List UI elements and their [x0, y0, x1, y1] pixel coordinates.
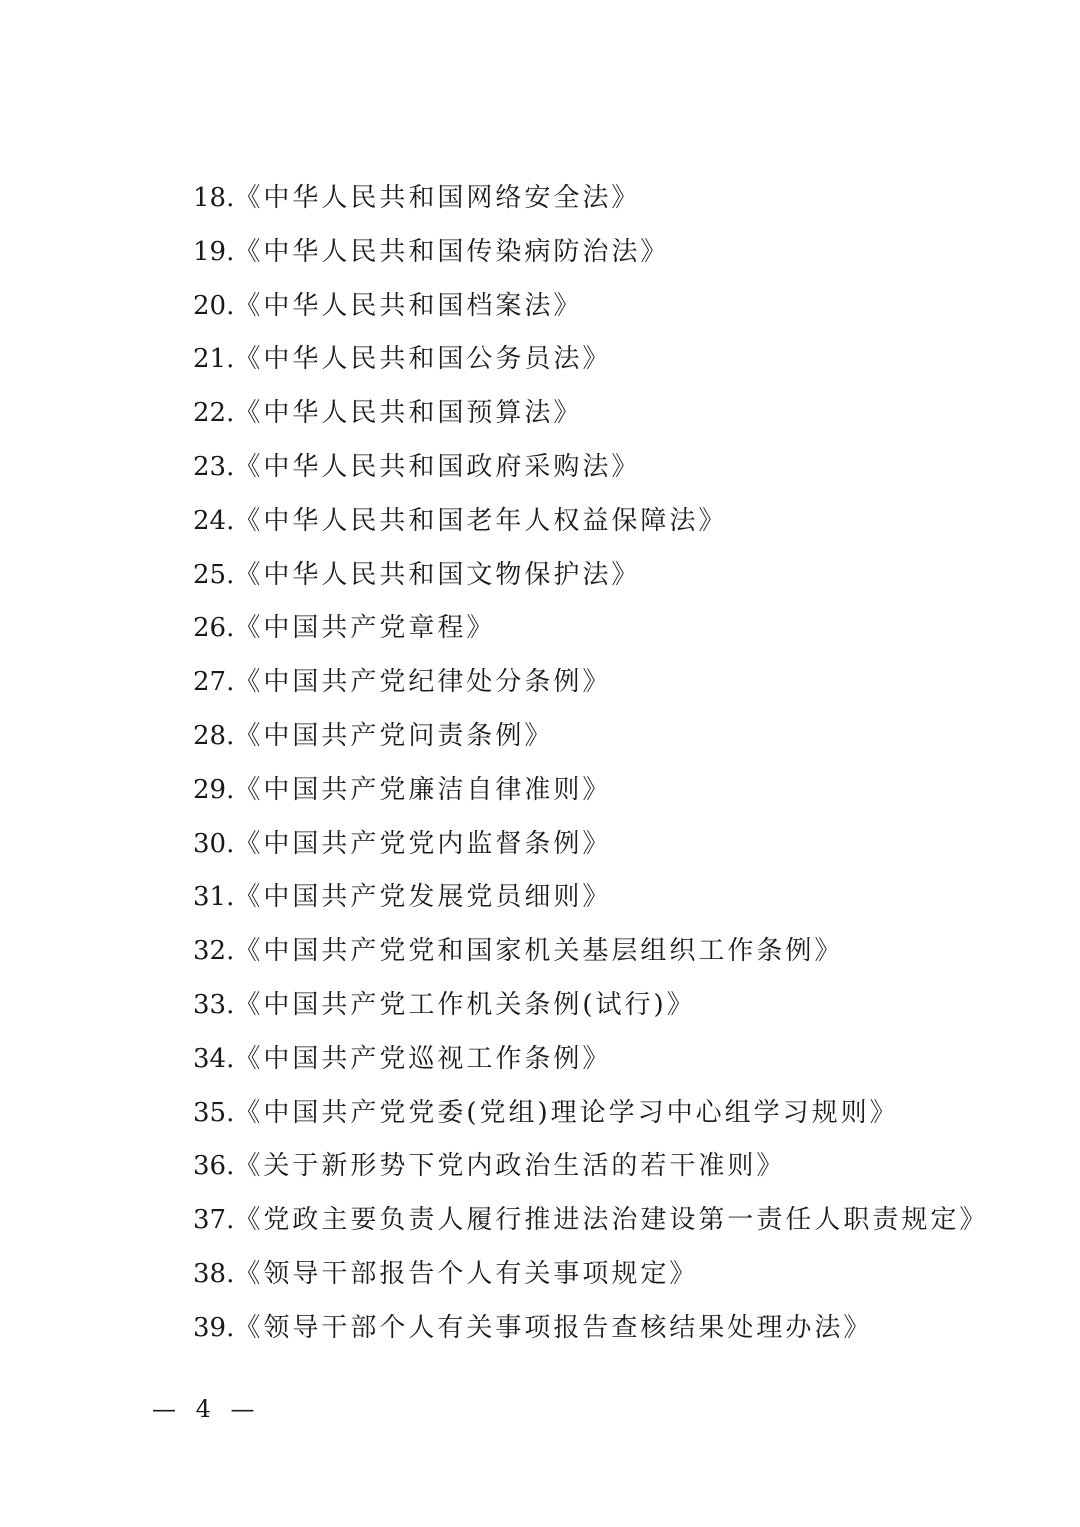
item-title: 《关于新形势下党内政治生活的若干准则》 — [234, 1151, 786, 1182]
item-number: 29. — [193, 774, 235, 805]
item-number: 38. — [193, 1258, 235, 1289]
list-item — [193, 333, 988, 387]
item-title: 《中国共产党党和国家机关基层组织工作条例》 — [234, 936, 844, 967]
item-number: 19. — [193, 236, 235, 267]
list-item — [193, 656, 988, 710]
item-title: 《中国共产党发展党员细则》 — [234, 882, 612, 913]
item-title: 《中华人民共和国老年人权益保障法》 — [234, 505, 728, 536]
item-number: 28. — [193, 720, 235, 751]
item-title: 《中国共产党巡视工作条例》 — [234, 1043, 612, 1074]
list-item — [193, 280, 988, 334]
item-number: 27. — [193, 667, 235, 698]
item-number: 32. — [193, 936, 235, 967]
item-title: 《党政主要负责人履行推进法治建设第一责任人职责规定》 — [234, 1205, 989, 1236]
item-title: 《中华人民共和国公务员法》 — [234, 344, 612, 375]
item-number: 20. — [193, 290, 235, 321]
list-item — [193, 1140, 988, 1194]
list-item — [193, 1194, 988, 1248]
list-item — [193, 710, 988, 764]
list-item — [193, 764, 988, 818]
item-number: 35. — [193, 1097, 235, 1128]
item-number: 37. — [193, 1205, 235, 1236]
list-item — [193, 1033, 988, 1087]
page-number: — 4 — — [152, 1395, 261, 1423]
item-number: 39. — [193, 1312, 235, 1343]
item-number: 34. — [193, 1043, 235, 1074]
list-item — [193, 495, 988, 549]
item-number: 25. — [193, 559, 235, 590]
list-item — [193, 925, 988, 979]
list-item — [193, 1248, 988, 1302]
list-item — [193, 818, 988, 872]
item-number: 33. — [193, 989, 235, 1020]
item-number: 21. — [193, 344, 235, 375]
list-item — [193, 387, 988, 441]
item-title: 《中国共产党廉洁自律准则》 — [234, 774, 612, 805]
list-item — [193, 172, 988, 226]
item-title: 《中华人民共和国传染病防治法》 — [234, 236, 670, 267]
item-title: 《中华人民共和国档案法》 — [234, 290, 583, 321]
item-number: 30. — [193, 828, 235, 859]
item-number: 31. — [193, 882, 235, 913]
item-number: 22. — [193, 398, 235, 429]
item-title: 《中国共产党党委(党组)理论学习中心组学习规则》 — [234, 1097, 899, 1128]
list-item — [193, 871, 988, 925]
item-number: 23. — [193, 451, 235, 482]
item-number: 36. — [193, 1151, 235, 1182]
list-item — [193, 226, 988, 280]
item-title: 《中国共产党章程》 — [234, 613, 496, 644]
item-title: 《中华人民共和国网络安全法》 — [234, 183, 641, 213]
list-item — [193, 1302, 988, 1356]
item-title: 《领导干部报告个人有关事项规定》 — [234, 1258, 699, 1289]
item-title: 《中国共产党工作机关条例(试行)》 — [234, 989, 696, 1020]
item-title: 《中华人民共和国预算法》 — [234, 398, 583, 429]
item-title: 《中国共产党党内监督条例》 — [234, 828, 612, 859]
item-title: 《中华人民共和国政府采购法》 — [234, 451, 641, 482]
list-item — [193, 1087, 988, 1141]
item-title: 《中国共产党纪律处分条例》 — [234, 667, 612, 698]
list-item — [193, 602, 988, 656]
list-item — [193, 979, 988, 1033]
item-title: 《领导干部个人有关事项报告查核结果处理办法》 — [234, 1312, 873, 1343]
item-title: 《中华人民共和国文物保护法》 — [234, 559, 641, 590]
item-number: 18. — [193, 183, 235, 213]
list-item — [193, 441, 988, 495]
regulation-list — [193, 172, 988, 1356]
item-number: 26. — [193, 613, 235, 644]
item-title: 《中国共产党问责条例》 — [234, 720, 554, 751]
item-number: 24. — [193, 505, 235, 536]
list-item — [193, 549, 988, 603]
